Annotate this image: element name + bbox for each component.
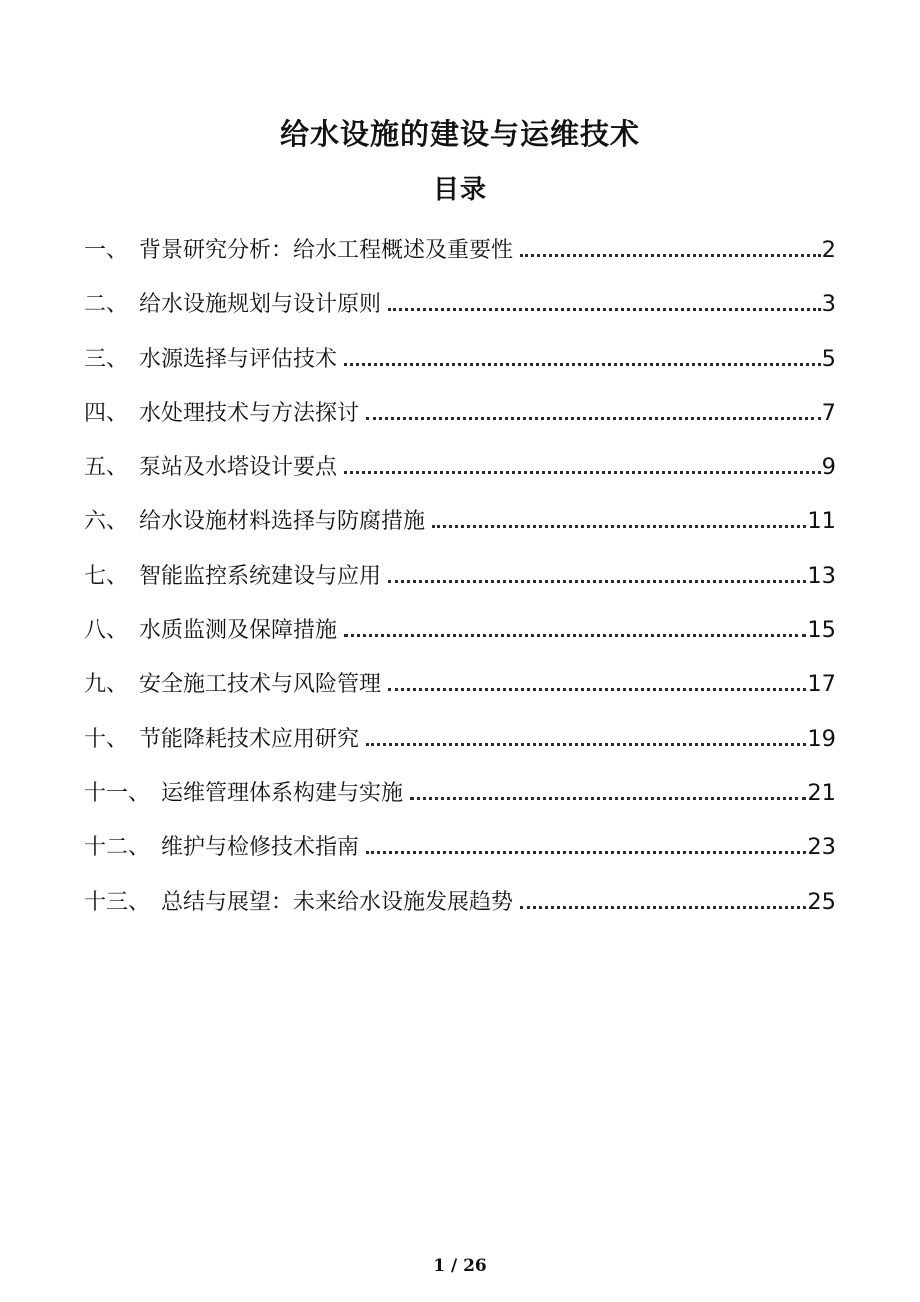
toc-entry-page: 21 xyxy=(807,779,836,806)
toc-entry-title: 运维管理体系构建与实施 xyxy=(161,780,404,806)
toc-entry-title: 水处理技术与方法探讨 xyxy=(139,400,360,426)
table-of-contents xyxy=(84,223,836,929)
toc-entry-number: 二、 xyxy=(84,292,129,318)
toc-leader-dots xyxy=(520,250,821,257)
toc-entry[interactable] xyxy=(84,712,836,766)
document-title: 给水设施的建设与运维技术 xyxy=(279,117,640,151)
toc-entry-title: 给水设施规划与设计原则 xyxy=(139,292,382,318)
toc-leader-dots xyxy=(432,521,806,528)
toc-entry-title: 水质监测及保障措施 xyxy=(139,618,338,644)
toc-entry[interactable] xyxy=(84,549,836,603)
toc-entry-number: 十一、 xyxy=(84,780,151,806)
toc-entry-page: 9 xyxy=(821,454,836,481)
toc-leader-dots xyxy=(520,902,806,909)
page-footer xyxy=(0,1256,920,1276)
toc-leader-dots xyxy=(388,304,821,311)
toc-entry-title: 维护与检修技术指南 xyxy=(161,835,360,861)
toc-entry[interactable] xyxy=(84,766,836,820)
toc-leader-dots xyxy=(344,467,821,474)
toc-entry-title: 水源选择与评估技术 xyxy=(139,346,338,372)
toc-entry[interactable] xyxy=(84,223,836,277)
toc-entry-number: 七、 xyxy=(84,563,129,589)
toc-entry-title: 泵站及水塔设计要点 xyxy=(139,455,338,481)
toc-entry-title: 智能监控系统建设与应用 xyxy=(139,563,382,589)
toc-entry[interactable] xyxy=(84,820,836,874)
toc-leader-dots xyxy=(366,847,806,854)
toc-entry-page: 2 xyxy=(821,237,836,263)
toc-entry-number: 十、 xyxy=(84,726,129,752)
toc-entry-number: 六、 xyxy=(84,509,129,535)
toc-entry[interactable] xyxy=(84,277,836,331)
toc-entry[interactable] xyxy=(84,386,836,440)
toc-entry-page: 19 xyxy=(807,725,836,752)
toc-entry-number: 五、 xyxy=(84,455,129,481)
toc-entry-number: 九、 xyxy=(84,672,129,698)
toc-entry-page: 3 xyxy=(821,291,836,318)
toc-entry-number: 十三、 xyxy=(84,889,151,915)
toc-entry-page: 25 xyxy=(807,888,836,915)
toc-entry-page: 15 xyxy=(807,617,836,644)
toc-leader-dots xyxy=(388,684,806,691)
toc-entry-title: 总结与展望：未来给水设施发展趋势 xyxy=(161,889,514,915)
toc-entry-number: 一、 xyxy=(84,238,129,263)
toc-entry-title: 给水设施材料选择与防腐措施 xyxy=(139,509,426,535)
toc-leader-dots xyxy=(388,576,806,583)
toc-entry-number: 三、 xyxy=(84,346,129,372)
page-number-indicator: 1 / 26 xyxy=(433,1256,487,1276)
toc-entry[interactable] xyxy=(84,494,836,548)
toc-entry-title: 安全施工技术与风险管理 xyxy=(139,672,382,698)
toc-entry-number: 八、 xyxy=(84,618,129,644)
toc-leader-dots xyxy=(410,793,806,800)
toc-entry[interactable] xyxy=(84,332,836,386)
toc-entry[interactable] xyxy=(84,603,836,657)
toc-entry[interactable] xyxy=(84,657,836,711)
toc-heading: 目录 xyxy=(432,175,487,205)
toc-entry-page: 7 xyxy=(821,399,836,426)
toc-entry[interactable] xyxy=(84,875,836,929)
toc-entry-page: 13 xyxy=(807,562,836,589)
toc-entry-number: 四、 xyxy=(84,400,129,426)
toc-entry-page: 11 xyxy=(807,508,836,535)
toc-entry-number: 十二、 xyxy=(84,835,151,861)
toc-leader-dots xyxy=(344,630,806,637)
toc-entry-title: 背景研究分析：给水工程概述及重要性 xyxy=(139,238,514,263)
toc-entry[interactable] xyxy=(84,440,836,494)
toc-leader-dots xyxy=(366,739,806,746)
toc-leader-dots xyxy=(344,359,821,366)
toc-entry-title: 节能降耗技术应用研究 xyxy=(139,726,360,752)
toc-entry-page: 17 xyxy=(807,671,836,698)
toc-leader-dots xyxy=(366,413,821,420)
toc-entry-page: 23 xyxy=(807,834,836,861)
toc-entry-page: 5 xyxy=(821,345,836,372)
